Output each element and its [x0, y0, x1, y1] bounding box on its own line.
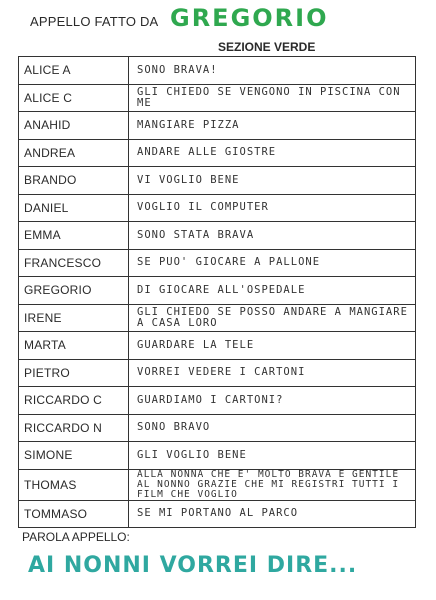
- student-name: ALICE C: [19, 84, 129, 112]
- student-name: GREGORIO: [19, 277, 129, 305]
- table-row: [19, 222, 416, 250]
- student-message: MANGIARE PIZZA: [129, 112, 416, 140]
- student-message: GLI CHIEDO SE POSSO ANDARE A MANGIARE A CASA LORO: [129, 304, 416, 332]
- table-row: [19, 387, 416, 415]
- table-row: [19, 414, 416, 442]
- student-name: BRANDO: [19, 167, 129, 195]
- student-message: VORREI VEDERE I CARTONI: [129, 359, 416, 387]
- footer-label: PAROLA APPELLO:: [22, 530, 130, 544]
- table-row: [19, 84, 416, 112]
- student-name: ANAHID: [19, 112, 129, 140]
- student-name: RICCARDO N: [19, 414, 129, 442]
- student-name: DANIEL: [19, 194, 129, 222]
- student-message: DI GIOCARE ALL'OSPEDALE: [129, 277, 416, 305]
- footer-text: AI NONNI VORREI DIRE...: [28, 553, 358, 578]
- section-title: SEZIONE VERDE: [218, 40, 316, 54]
- student-name: FRANCESCO: [19, 249, 129, 277]
- table-row: [19, 139, 416, 167]
- student-name: PIETRO: [19, 359, 129, 387]
- table-row: [19, 194, 416, 222]
- student-name: SIMONE: [19, 442, 129, 470]
- table-row: [19, 167, 416, 195]
- author-name: GREGORIO: [170, 4, 329, 32]
- table-row: [19, 112, 416, 140]
- student-message: ALLA NONNA CHE E' MOLTO BRAVA E GENTILE AL NONNO GRAZIE CHE MI REGISTRI TUTTI I FILM CHE VOGLIO: [129, 469, 416, 500]
- student-message: SE PUO' GIOCARE A PALLONE: [129, 249, 416, 277]
- table-row: [19, 332, 416, 360]
- attendance-table: [18, 56, 416, 528]
- student-message: VOGLIO IL COMPUTER: [129, 194, 416, 222]
- table-row: [19, 277, 416, 305]
- table-row: [19, 57, 416, 85]
- student-name: IRENE: [19, 304, 129, 332]
- table-row: [19, 359, 416, 387]
- header-label: APPELLO FATTO DA: [30, 14, 159, 29]
- student-message: SE MI PORTANO AL PARCO: [129, 500, 416, 528]
- table-row: [19, 469, 416, 500]
- student-message: GLI VOGLIO BENE: [129, 442, 416, 470]
- table-row: [19, 249, 416, 277]
- student-message: ANDARE ALLE GIOSTRE: [129, 139, 416, 167]
- student-name: MARTA: [19, 332, 129, 360]
- table-row: [19, 304, 416, 332]
- student-name: ALICE A: [19, 57, 129, 85]
- student-message: VI VOGLIO BENE: [129, 167, 416, 195]
- student-message: GLI CHIEDO SE VENGONO IN PISCINA CON ME: [129, 84, 416, 112]
- table-row: [19, 442, 416, 470]
- student-message: GUARDIAMO I CARTONI?: [129, 387, 416, 415]
- student-message: SONO BRAVO: [129, 414, 416, 442]
- student-message: GUARDARE LA TELE: [129, 332, 416, 360]
- student-name: THOMAS: [19, 469, 129, 500]
- student-name: ANDREA: [19, 139, 129, 167]
- student-message: SONO BRAVA!: [129, 57, 416, 85]
- table-row: [19, 500, 416, 528]
- student-name: EMMA: [19, 222, 129, 250]
- student-name: TOMMASO: [19, 500, 129, 528]
- student-message: SONO STATA BRAVA: [129, 222, 416, 250]
- student-name: RICCARDO C: [19, 387, 129, 415]
